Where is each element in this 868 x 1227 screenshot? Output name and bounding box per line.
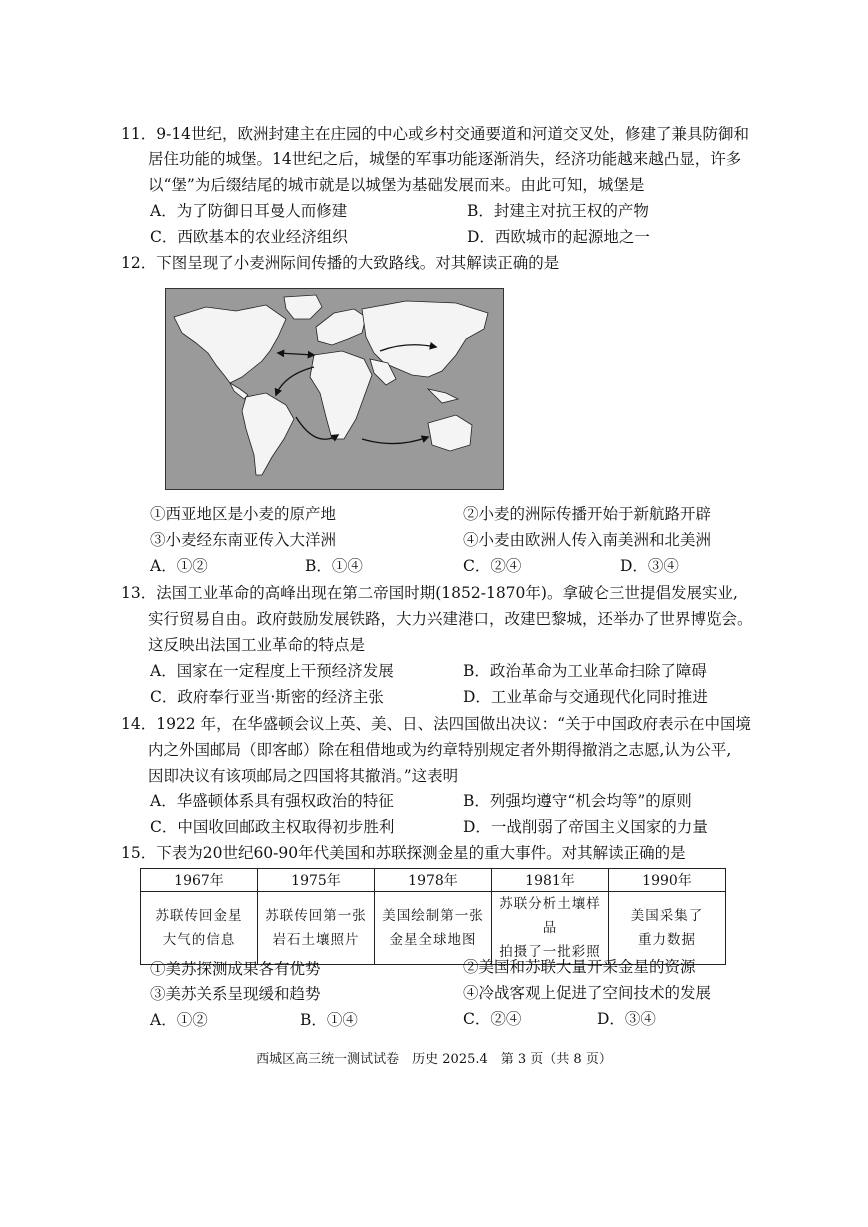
q12-stem: 12．下图呈现了小麦洲际间传播的大致路线。对其解读正确的是	[121, 254, 560, 272]
q14-stem-line-3: 因即决议有该项邮局之四国将其撤消。”这表明	[148, 767, 459, 785]
venus-exploration-table	[140, 868, 726, 965]
q13-stem-line-3: 这反映出法国工业革命的特点是	[148, 636, 366, 654]
cell-line: 拍摄了一批彩照	[499, 944, 601, 960]
q12-statement-2: ②小麦的洲际传播开始于新航路开辟	[463, 505, 712, 523]
q15-statement-1: ①美苏探测成果各有优势	[150, 960, 321, 978]
q15-option-c: C．②④	[463, 1010, 522, 1028]
cell-line: 金星全球地图	[389, 932, 477, 948]
q13-option-c: C．政府奉行亚当·斯密的经济主张	[150, 688, 384, 706]
q14-option-b: B．列强均遵守“机会均等”的原则	[463, 792, 692, 810]
q12-statement-1: ①西亚地区是小麦的原产地	[150, 505, 337, 523]
q13-stem-line-2: 实行贸易自由。政府鼓励发展铁路，大力兴建港口，改建巴黎城，还举办了世界博览会。	[148, 610, 753, 628]
q15-statement-4: ④冷战客观上促进了空间技术的发展	[463, 984, 712, 1002]
cell-line: 重力数据	[638, 932, 696, 948]
table-header-cell: 1978年	[375, 869, 492, 892]
table-cell	[492, 892, 609, 965]
cell-line: 岩石土壤照片	[272, 932, 360, 948]
q12-option-c: C．②④	[463, 557, 522, 575]
q11-option-c: C．西欧基本的农业经济组织	[150, 228, 348, 246]
table-row	[141, 892, 726, 965]
q15-stem: 15．下表为20世纪60-90年代美国和苏联探测金星的重大事件。对其解读正确的是	[121, 844, 686, 862]
q12-statement-3: ③小麦经东南亚传入大洋洲	[150, 531, 337, 549]
table-header-cell: 1981年	[492, 869, 609, 892]
q13-option-a: A．国家在一定程度上干预经济发展	[150, 662, 394, 680]
q13-option-d: D．工业革命与交通现代化同时推进	[463, 688, 708, 706]
table-header-row	[141, 869, 726, 892]
q11-option-d: D．西欧城市的起源地之一	[467, 228, 650, 246]
q15-option-b: B．①④	[300, 1011, 358, 1029]
q11-option-b: B．封建主对抗王权的产物	[467, 202, 649, 220]
q14-option-d: D．一战削弱了帝国主义国家的力量	[463, 818, 708, 836]
q11-stem-line-3: 以“堡”为后缀结尾的城市就是以城堡为基础发展而来。由此可知，城堡是	[148, 176, 645, 194]
q14-stem-line-1: 14．1922 年，在华盛顿会议上英、美、日、法四国做出决议：“关于中国政府表示在中国境	[121, 715, 752, 733]
table-cell	[375, 892, 492, 965]
q15-statement-3: ③美苏关系呈现缓和趋势	[150, 985, 321, 1003]
table-cell	[258, 892, 375, 965]
q15-option-d: D．③④	[597, 1010, 656, 1028]
table-header-cell: 1975年	[258, 869, 375, 892]
table-cell	[609, 892, 726, 965]
q15-statement-2: ②美国和苏联大量开采金星的资源	[463, 958, 696, 976]
q14-option-c: C．中国收回邮政主权取得初步胜利	[150, 818, 395, 836]
table-header-cell: 1967年	[141, 869, 258, 892]
q12-statement-4: ④小麦由欧洲人传入南美洲和北美洲	[463, 531, 712, 549]
q13-option-b: B．政治革命为工业革命扫除了障碍	[463, 662, 707, 680]
cell-line: 美国采集了	[630, 908, 704, 924]
table-header-cell: 1990年	[609, 869, 726, 892]
world-map-icon	[165, 288, 504, 490]
page-footer: 西城区高三统一测试试卷 历史 2025.4 第 3 页（共 8 页）	[256, 1052, 612, 1067]
q11-stem-line-2: 居住功能的城堡。14世纪之后，城堡的军事功能逐渐消失，经济功能越来越凸显，许多	[148, 150, 742, 168]
q14-stem-line-2: 内之外国邮局（即客邮）除在租借地或为约章特别规定者外期得撤消之志愿,认为公平,	[148, 741, 732, 759]
q11-stem-line-1: 11．9-14世纪，欧洲封建主在庄园的中心或乡村交通要道和河道交叉处，修建了兼具防御和	[121, 125, 750, 143]
q14-option-a: A．华盛顿体系具有强权政治的特征	[150, 792, 394, 810]
q12-option-d: D．③④	[620, 557, 679, 575]
q13-stem-line-1: 13．法国工业革命的高峰出现在第二帝国时期(1852-1870年)。拿破仑三世提倡发展实业,	[121, 584, 738, 602]
q11-option-a: A．为了防御日耳曼人而修建	[150, 202, 348, 220]
cell-line: 苏联传回第一张	[265, 908, 367, 924]
cell-line: 苏联分析土壤样品	[499, 896, 601, 936]
table-cell	[141, 892, 258, 965]
q12-option-a: A．①②	[150, 557, 208, 575]
cell-line: 苏联传回金星	[155, 908, 243, 924]
cell-line: 美国绘制第一张	[382, 908, 484, 924]
cell-line: 大气的信息	[162, 932, 236, 948]
q15-option-a: A．①②	[150, 1011, 208, 1029]
q12-option-b: B．①④	[305, 557, 363, 575]
